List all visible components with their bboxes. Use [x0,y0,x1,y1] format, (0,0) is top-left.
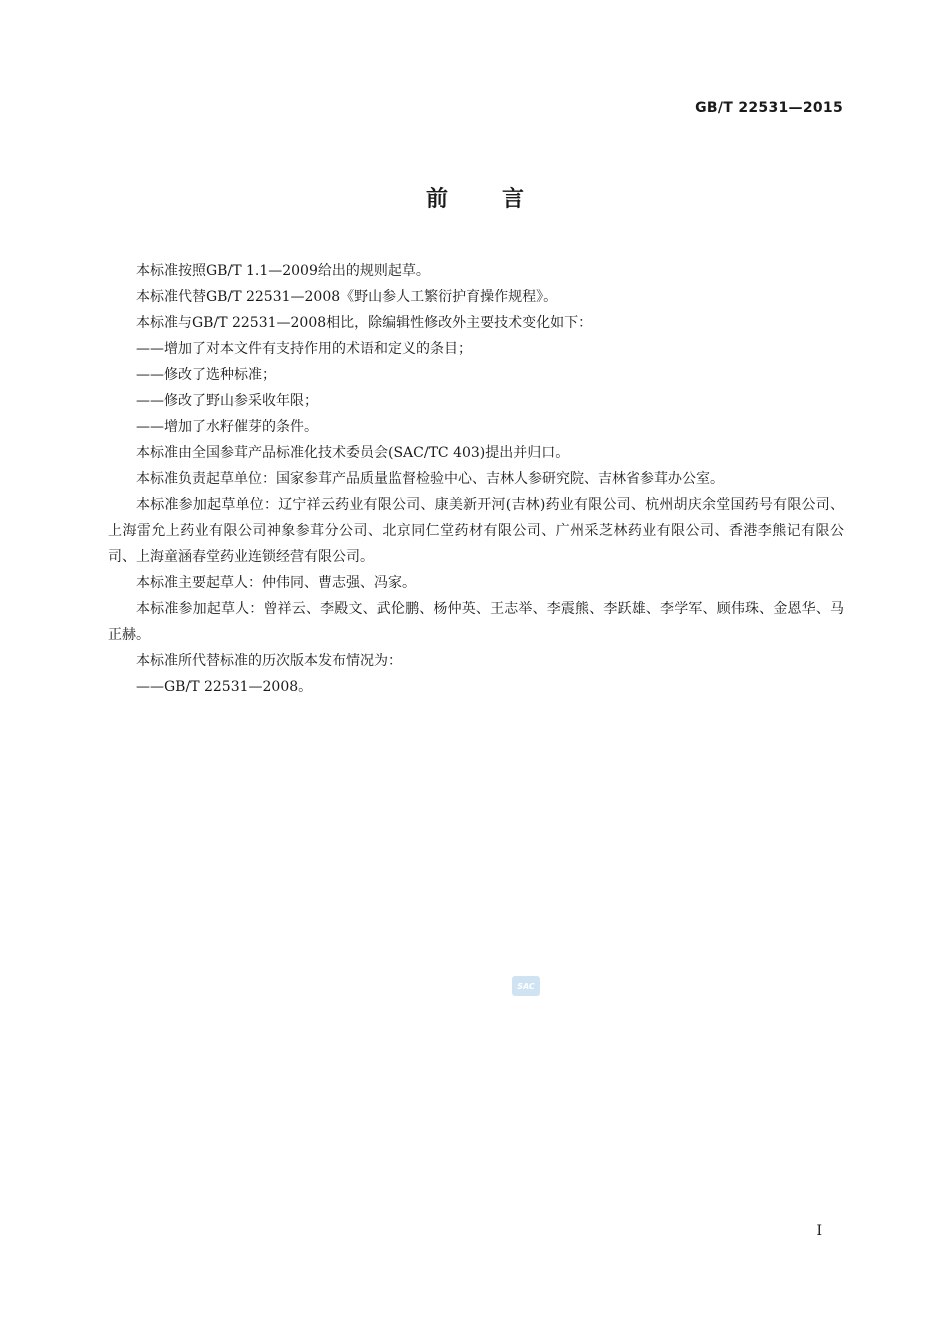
paragraph: 本标准与GB/T 22531—2008相比，除编辑性修改外主要技术变化如下： [136,315,593,331]
list-item: ——GB/T 22531—2008。 [136,679,313,695]
paragraph: 本标准参加起草人：曾祥云、李殿文、武伦鹏、杨仲英、王志举、李震熊、李跃雄、李学军、顾伟珠、金恩华、马正赫。 [108,601,844,643]
paragraph: 本标准由全国参茸产品标准化技术委员会(SAC/TC 403)提出并归口。 [136,445,570,461]
paragraph: 本标准所代替标准的历次版本发布情况为： [136,653,402,669]
page-title: 前言 [425,187,578,212]
foreword-body [108,258,844,700]
list-item: ——增加了对本文件有支持作用的术语和定义的条目； [136,341,472,357]
list-item: ——增加了水籽催芽的条件。 [136,419,318,435]
list-item: ——修改了选种标准； [136,367,276,383]
paragraph: 本标准参加起草单位：辽宁祥云药业有限公司、康美新开河(吉林)药业有限公司、杭州胡庆余堂国药号有限公司、上海雷允上药业有限公司神象参茸分公司、北京同仁堂药材有限公司、广州采芝林药业有限公司、香港李熊记有限公司、上海童涵春堂药业连锁经营有限公司。 [108,497,844,565]
sac-watermark-logo: SAC [512,976,540,996]
page-number: I [816,1223,822,1239]
paragraph: 本标准按照GB/T 1.1—2009给出的规则起草。 [136,263,430,279]
paragraph: 本标准负责起草单位：国家参茸产品质量监督检验中心、吉林人参研究院、吉林省参茸办公室。 [136,471,724,487]
paragraph: 本标准代替GB/T 22531—2008《野山参人工繁衍护育操作规程》。 [136,289,558,305]
standard-number: GB/T 22531—2015 [695,100,843,116]
list-item: ——修改了野山参采收年限； [136,393,318,409]
paragraph: 本标准主要起草人：仲伟同、曹志强、冯家。 [136,575,416,591]
